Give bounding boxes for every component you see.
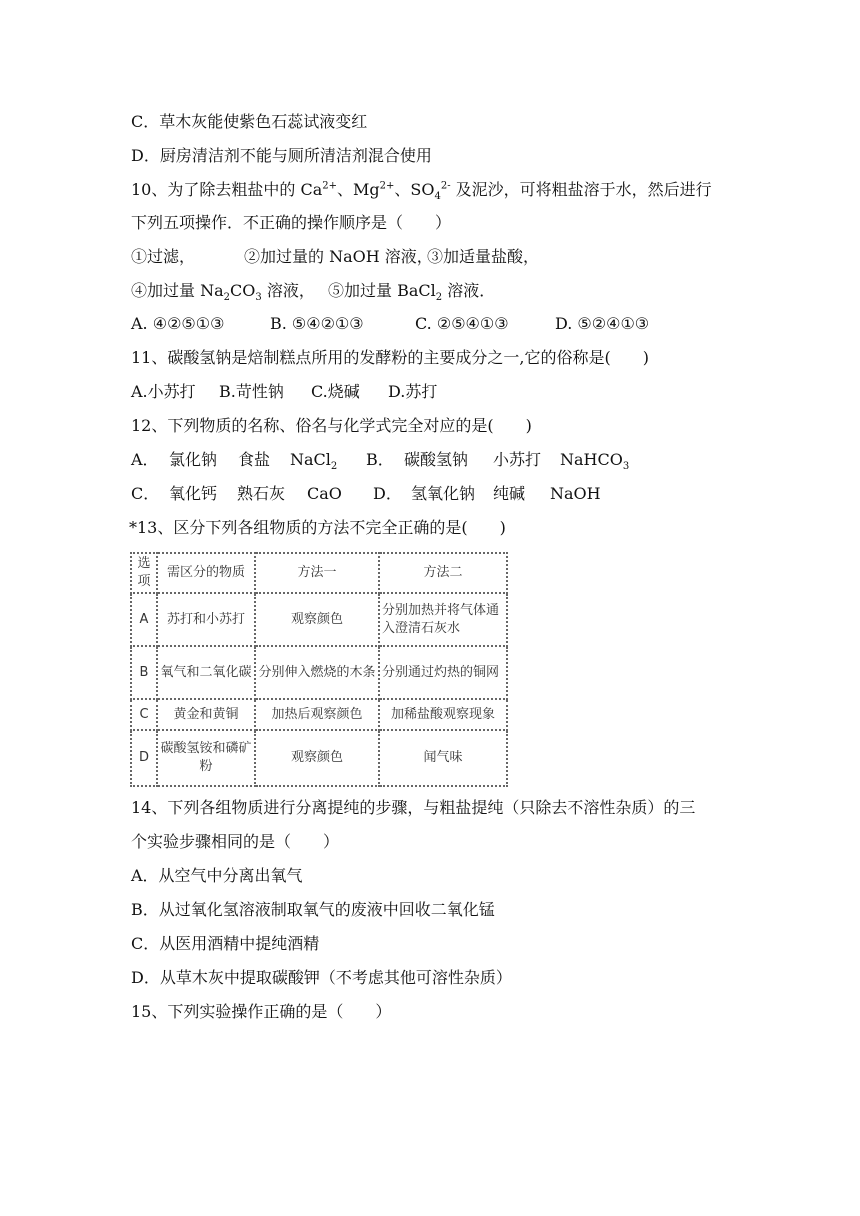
q14-option-b: B．从过氧化氢溶液制取氧气的废液中回收二氧化锰 [131,900,495,919]
q10-option-d: D. ⑤②④①③ [555,314,650,333]
q9-option-d: D．厨房清洁剂不能与厕所清洁剂混合使用 [131,146,432,165]
table-cell: 加稀盐酸观察现象 [379,699,507,730]
table-cell: 观察颜色 [255,730,379,786]
q10-option-c: C. ②⑤④①③ [415,314,509,333]
table-cell: 观察颜色 [255,593,379,646]
table-cell: 黄金和黄铜 [157,699,255,730]
q14-stem-line2: 个实验步骤相同的是（ ） [131,832,340,851]
table-cell: 苏打和小苏打 [157,593,255,646]
op-na2co3: ④加过量 $Na_2CO_3$ 溶液， [131,281,315,304]
q12-stem: 12、下列物质的名称、俗名与化学式完全对应的是( ) [131,416,532,435]
q14-option-a: A．从空气中分离出氧气 [131,866,303,885]
q9-option-c: C．草木灰能使紫色石蕊试液变红 [131,112,368,131]
table-row [131,730,507,786]
q11-option-d: D.苏打 [388,382,438,401]
q10-stem-line1: 10、为了除去粗盐中的 $Ca^{2+}$、$Mg^{2+}$、$SO_4^{2-}$ 及泥沙，可将粗盐溶于水，然后进行 [131,180,712,203]
table-header-cell: 需区分的物质 [157,553,255,593]
table-header-row [131,553,507,593]
table-cell: A [131,593,157,646]
table-cell: 闻气味 [379,730,507,786]
table-row [131,593,507,646]
table-header-cell: 方法二 [379,553,507,593]
table-row [131,699,507,730]
table-cell: 氧气和二氧化碳 [157,646,255,699]
table-cell: 分别加热并将气体通入澄清石灰水 [379,593,507,646]
q10-option-a: A. ④②⑤①③ [131,314,225,333]
q14-option-d: D．从草木灰中提取碳酸钾（不考虑其他可溶性杂质） [131,968,512,987]
table-cell: 分别通过灼热的铜网 [379,646,507,699]
q10-stem-line2: 下列五项操作．不正确的操作顺序是（ ） [131,213,452,232]
table-cell: 分别伸入燃烧的木条 [255,646,379,699]
table-cell: 碳酸氢铵和磷矿粉 [157,730,255,786]
q11-option-b: B.苛性钠 [219,382,284,401]
table-header-cell: 选项 [131,553,157,593]
q11-option-a: A.小苏打 [131,382,196,401]
q11-stem: 11、碳酸氢钠是焙制糕点所用的发酵粉的主要成分之一,它的俗称是( ) [131,348,649,367]
table-cell: 加热后观察颜色 [255,699,379,730]
q15-stem: 15、下列实验操作正确的是（ ） [131,1002,392,1021]
op-hcl: ③加适量盐酸， [427,247,540,266]
table-cell: D [131,730,157,786]
q11-option-c: C.烧碱 [311,382,360,401]
q10-option-b: B. ⑤④②①③ [270,314,364,333]
op-filter: ①过滤， [131,247,196,266]
table-cell: B [131,646,157,699]
q13-comparison-table [130,552,508,787]
table-header-cell: 方法一 [255,553,379,593]
q14-stem-line1: 14、下列各组物质进行分离提纯的步骤，与粗盐提纯（只除去不溶性杂质）的三 [131,798,696,817]
table-row [131,646,507,699]
table-cell: C [131,699,157,730]
op-bacl2: ⑤加过量 BaCl$_2$ 溶液． [328,281,496,304]
q13-stem: *13、区分下列各组物质的方法不完全正确的是( ) [129,518,506,537]
q14-option-c: C．从医用酒精中提纯酒精 [131,934,320,953]
op-naoh: ②加过量的 NaOH 溶液， [244,247,433,266]
